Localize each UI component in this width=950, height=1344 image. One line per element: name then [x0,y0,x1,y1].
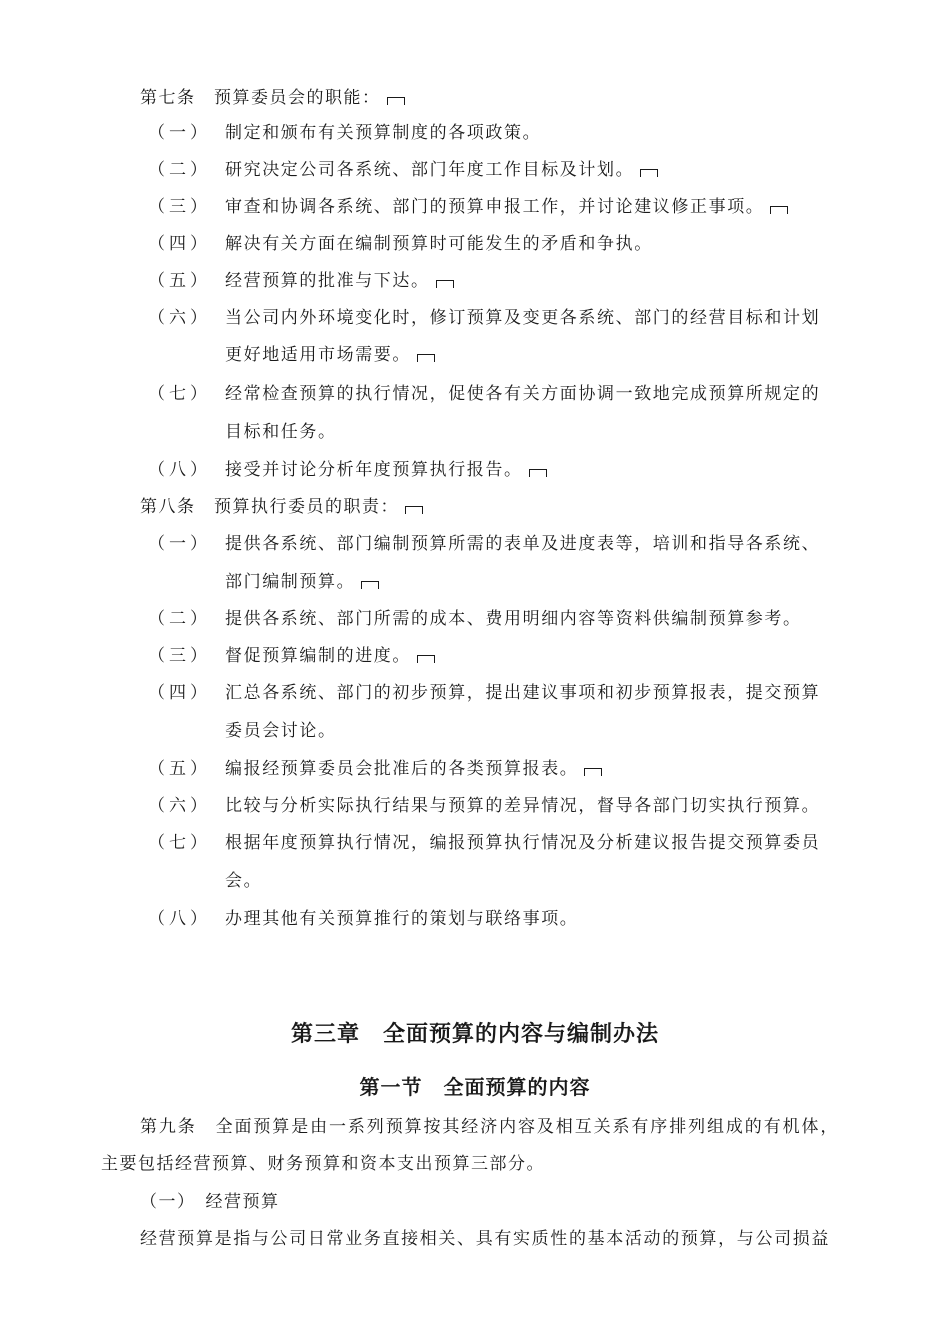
item-number: （四） [148,234,211,254]
paragraph-mark-icon [436,280,454,288]
paragraph-mark-icon [387,97,405,105]
paragraph-mark-icon [584,768,602,776]
item-text-continued: 更好地适用市场需要。 [225,343,435,367]
item-text: 当公司内外环境变化时，修订预算及变更各系统、部门的经营目标和计划 [225,308,821,328]
section-title: 第一节 全面预算的内容 [359,1075,591,1099]
paragraph-mark-icon [417,655,435,663]
subheading-operating-budget: （一） 经营预算 [140,1192,280,1212]
item-number: （七） [148,833,211,853]
item-text-continued: 委员会讨论。 [225,721,337,741]
item-text: 解决有关方面在编制预算时可能发生的矛盾和争执。 [225,234,653,254]
item-number: （六） [148,308,211,328]
item-number: （八） [148,460,211,480]
paragraph-mark-icon [361,581,379,589]
paragraph-mark-icon [417,354,435,362]
item-text: 根据年度预算执行情况，编报预算执行情况及分析建议报告提交预算委员 [225,833,821,853]
paragraph-mark-icon [529,469,547,477]
item-number: （五） [148,271,211,291]
item-number: （八） [148,909,211,929]
item-text: 经常检查预算的执行情况，促使各有关方面协调一致地完成预算所规定的 [225,384,821,404]
article-8-title: 第八条 预算执行委员的职责： [140,495,423,519]
item-number: （一） [148,534,211,554]
item-text: 制定和颁布有关预算制度的各项政策。 [225,123,542,143]
item-text-continued: 部门编制预算。 [225,570,379,594]
item-number: （四） [148,683,211,703]
item-text: 经营预算的批准与下达。 [225,269,454,293]
item-text-continued: 会。 [225,871,263,891]
paragraph-mark-icon [770,206,788,214]
paragraph-mark-icon [640,169,658,177]
item-text: 编报经预算委员会批准后的各类预算报表。 [225,757,602,781]
item-number: （三） [148,197,211,217]
article-9-line-1: 第九条 全面预算是由一系列预算按其经济内容及相互关系有序排列组成的有机体， [140,1117,840,1137]
paragraph-operating-budget: 经营预算是指与公司日常业务直接相关、具有实质性的基本活动的预算，与公司损益 [140,1229,831,1249]
chapter-title: 第三章 全面预算的内容与编制办法 [290,1022,659,1047]
item-text: 提供各系统、部门编制预算所需的表单及进度表等，培训和指导各系统、 [225,534,821,554]
item-text: 办理其他有关预算推行的策划与联络事项。 [225,909,579,929]
item-number: （六） [148,796,211,816]
item-number: （二） [148,160,211,180]
item-text: 督促预算编制的进度。 [225,644,435,668]
item-text: 汇总各系统、部门的初步预算，提出建议事项和初步预算报表，提交预算 [225,683,821,703]
item-text: 提供各系统、部门所需的成本、费用明细内容等资料供编制预算参考。 [225,609,802,629]
item-number: （五） [148,759,211,779]
item-text-continued: 目标和任务。 [225,422,337,442]
item-number: （三） [148,646,211,666]
item-text: 审查和协调各系统、部门的预算申报工作，并讨论建议修正事项。 [225,195,788,219]
item-number: （七） [148,384,211,404]
paragraph-mark-icon [405,506,423,514]
article-7-title: 第七条 预算委员会的职能： [140,86,405,110]
item-text: 研究决定公司各系统、部门年度工作目标及计划。 [225,158,658,182]
item-number: （二） [148,609,211,629]
item-number: （一） [148,123,211,143]
article-9-line-2: 主要包括经营预算、财务预算和资本支出预算三部分。 [101,1154,545,1174]
item-text: 接受并讨论分析年度预算执行报告。 [225,458,547,482]
item-text: 比较与分析实际执行结果与预算的差异情况，督导各部门切实执行预算。 [225,796,821,816]
